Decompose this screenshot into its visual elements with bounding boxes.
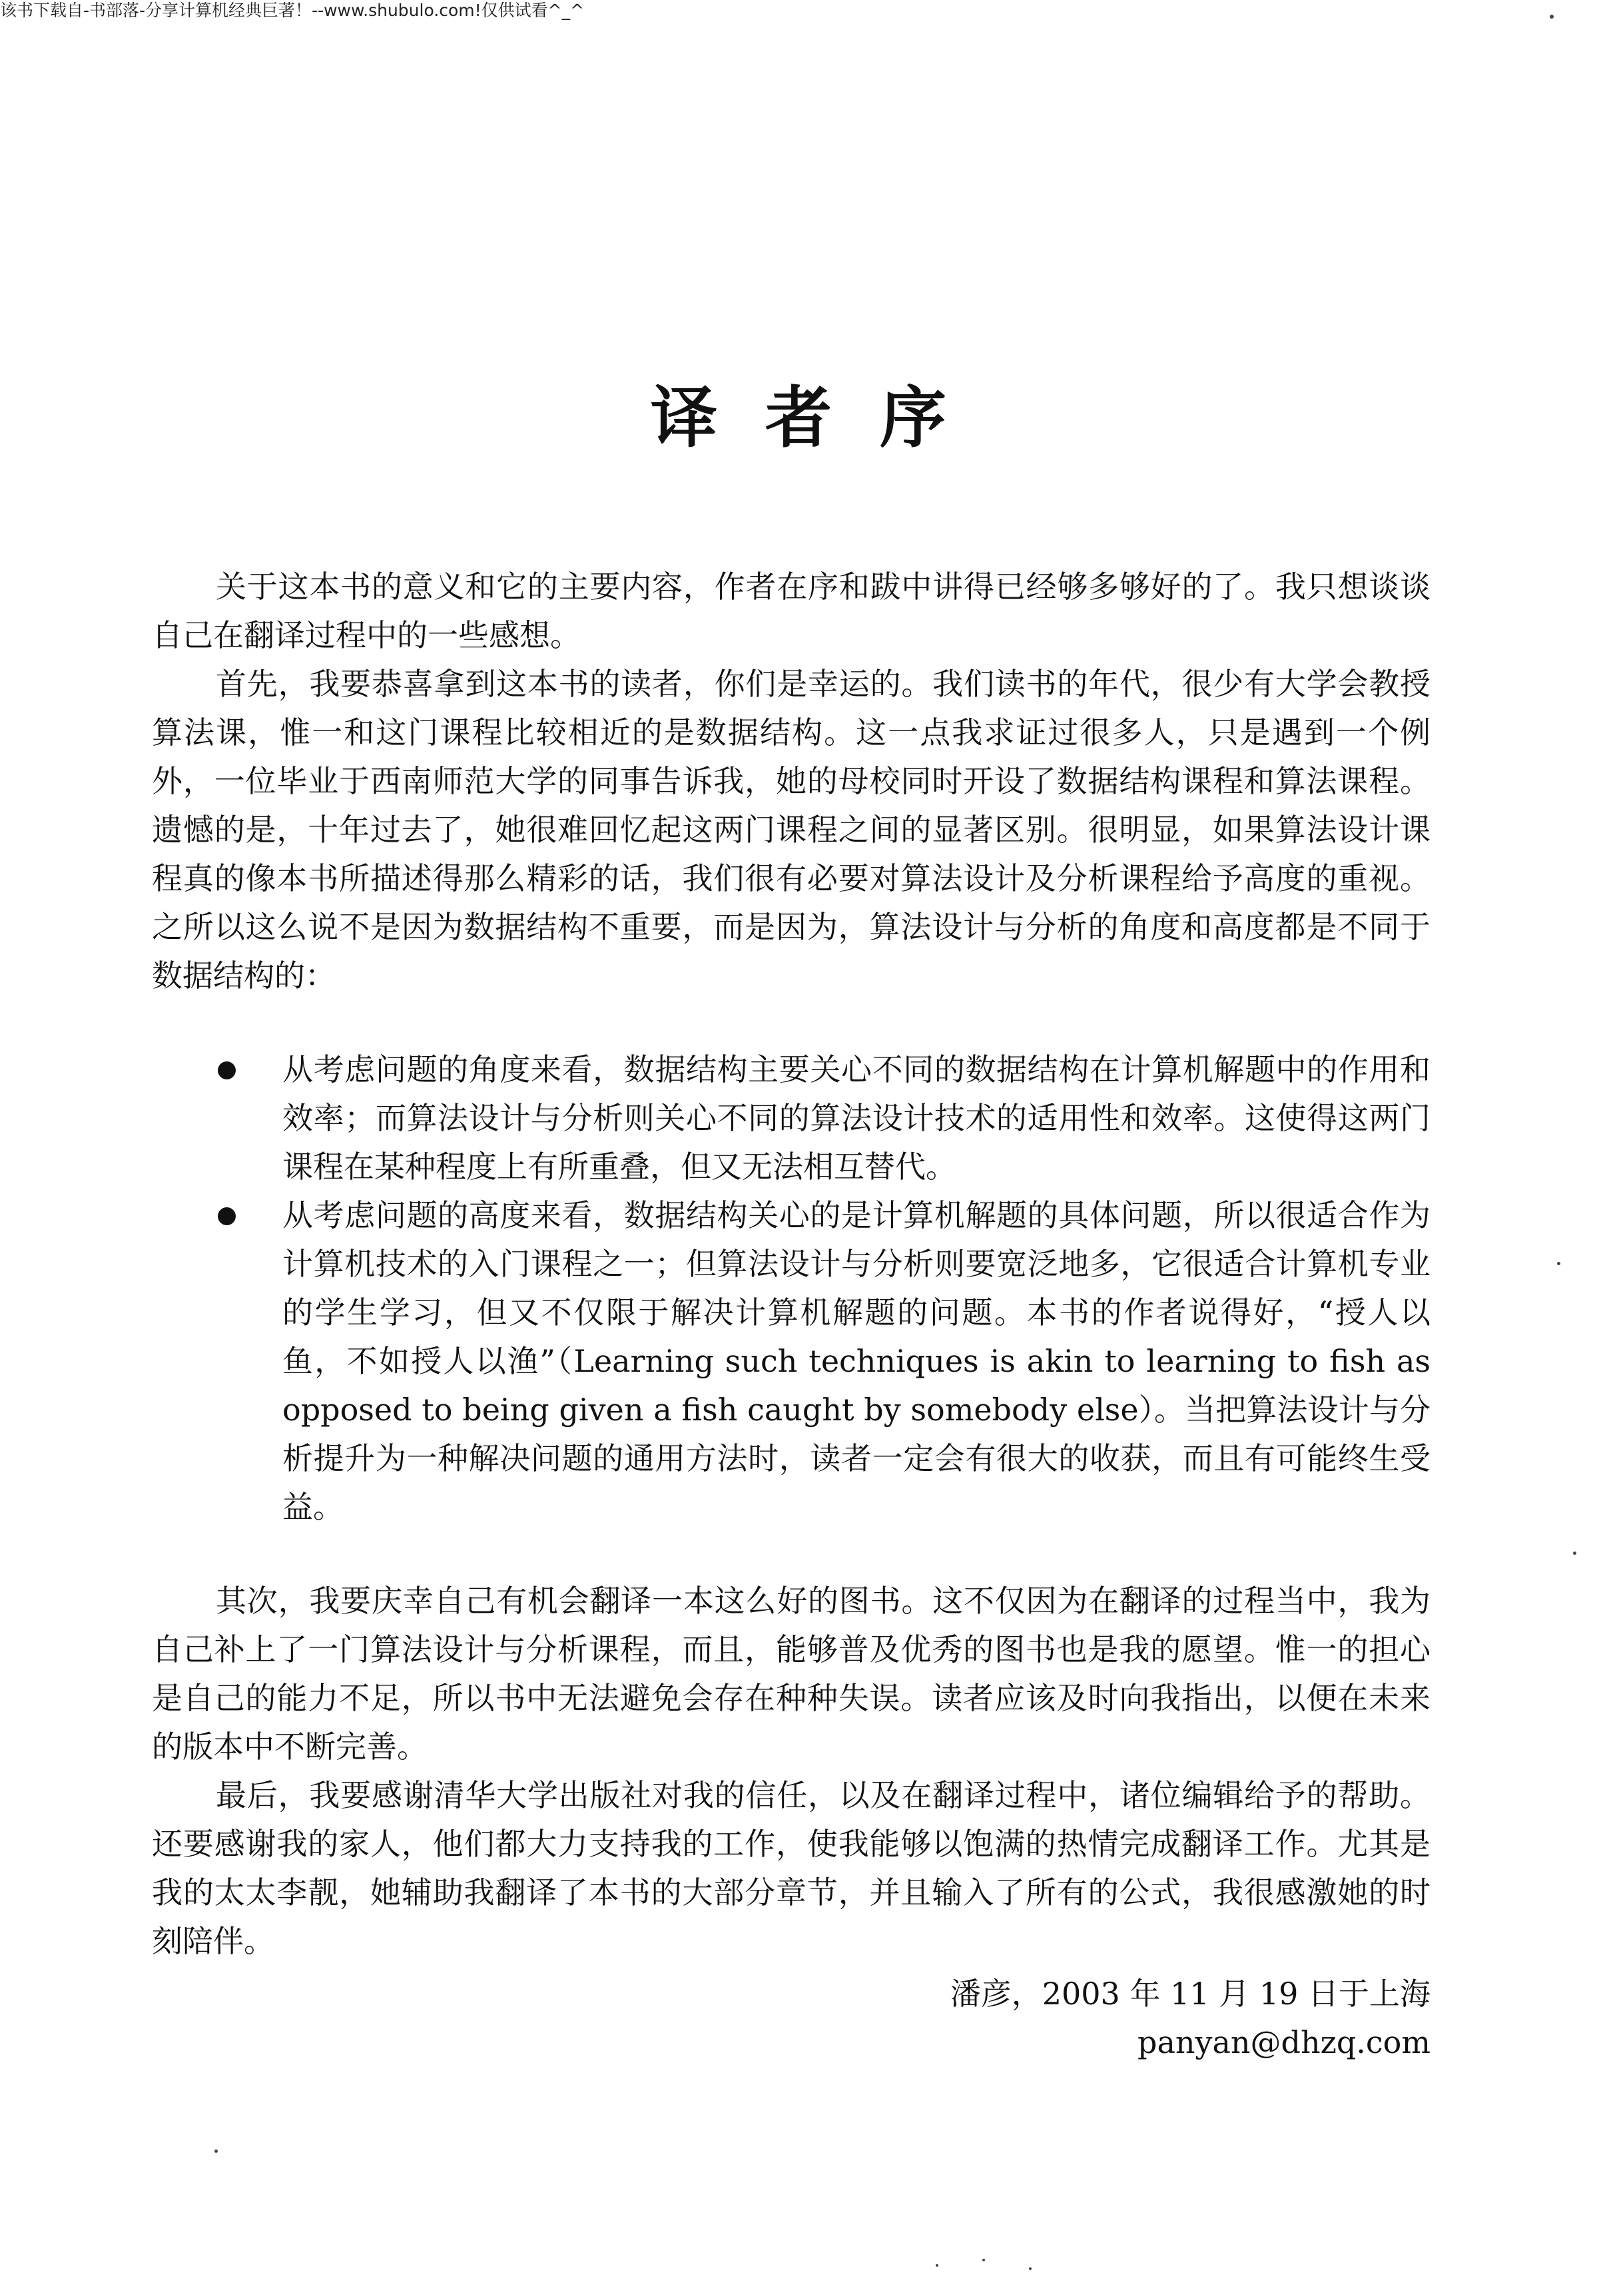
scan-speck — [1573, 1552, 1576, 1555]
scan-speck — [936, 2264, 938, 2267]
paragraph-intro: 关于这本书的意义和它的主要内容，作者在序和跋中讲得已经够多够好的了。我只想谈谈自己在翻译过程中的一些感想。 — [152, 569, 1431, 653]
paragraph-congrats: 首先，我要恭喜拿到这本书的读者，你们是幸运的。我们读书的年代，很少有大学会教授算法课，惟一和这门课程比较相近的是数据结构。这一点我求证过很多人，只是遇到一个例外，一位毕业于西南师范大学的同事告诉我，她的母校同时开设了数据结构课程和算法课程。遗憾的是，十年过去了，她很难回忆起这两门课程之间的显著区别。很明显，如果算法设计课程真的像本书所描述得那么精彩的话，我们很有必要对算法设计及分析课程给予高度的重视。之所以这么说不是因为数据结构不重要，而是因为，算法设计与分析的角度和高度都是不同于数据结构的： — [152, 666, 1431, 994]
signature-line: 潘彦，2003 年 11 月 19 日于上海 — [950, 1976, 1431, 2012]
list-item-text: 从考虑问题的角度来看，数据结构主要关心不同的数据结构在计算机解题中的作用和效率；而算法设计与分析则关心不同的算法设计技术的适用性和效率。这使得这两门课程在某种程度上有所重叠，但又无法相互替代。 — [282, 1051, 1431, 1185]
scan-speck — [1550, 15, 1554, 19]
scan-speck — [982, 2259, 985, 2261]
paragraph-fortune: 其次，我要庆幸自己有机会翻译一本这么好的图书。这不仅因为在翻译的过程当中，我为自己补上了一门算法设计与分析课程，而且，能够普及优秀的图书也是我的愿望。惟一的担心是自己的能力不足，所以书中无法避免会存在种种失误。读者应该及时向我指出，以便在未来的版本中不断完善。 — [152, 1583, 1431, 1765]
list-item — [152, 1191, 1431, 1532]
page-title: 译者序 — [651, 379, 994, 457]
bullet-icon — [218, 1061, 236, 1079]
comparison-list — [152, 1045, 1431, 1532]
paragraph-thanks: 最后，我要感谢清华大学出版社对我的信任，以及在翻译过程中，诸位编辑给予的帮助。还要感谢我的家人，他们都大力支持我的工作，使我能够以饱满的热情完成翻译工作。尤其是我的太太李靓，她辅助我翻译了本书的大部分章节，并且输入了所有的公式，我很感激她的时刻陪伴。 — [152, 1777, 1431, 1959]
list-item — [152, 1045, 1431, 1191]
bullet-icon — [218, 1207, 236, 1225]
preface-body — [152, 563, 1431, 2067]
signature-email: panyan@dhzq.com — [1137, 2024, 1431, 2060]
scan-speck — [214, 2150, 218, 2153]
list-item-text: 从考虑问题的高度来看，数据结构关心的是计算机解题的具体问题，所以很适合作为计算机技术的入门课程之一；但算法设计与分析则要宽泛地多，它很适合计算机专业的学生学习，但又不仅限于解决计算机解题的问题。本书的作者说得好，“授人以鱼，不如授人以渔”（Learning such techniques is akin to learning to fish as opposed to being given a fish caught by somebody else）。当把算法设计与分析提升为一种解决问题的通用方法时，读者一定会有很大的收获，而且有可能终生受益。 — [282, 1197, 1431, 1525]
watermark-text: 该书下载自-书部落-分享计算机经典巨著！--www.shubulo.com!仅供试看^_^ — [0, 1, 585, 20]
signature-block — [152, 1970, 1431, 2067]
scan-speck — [1557, 1262, 1560, 1265]
scan-speck — [1029, 2267, 1032, 2270]
